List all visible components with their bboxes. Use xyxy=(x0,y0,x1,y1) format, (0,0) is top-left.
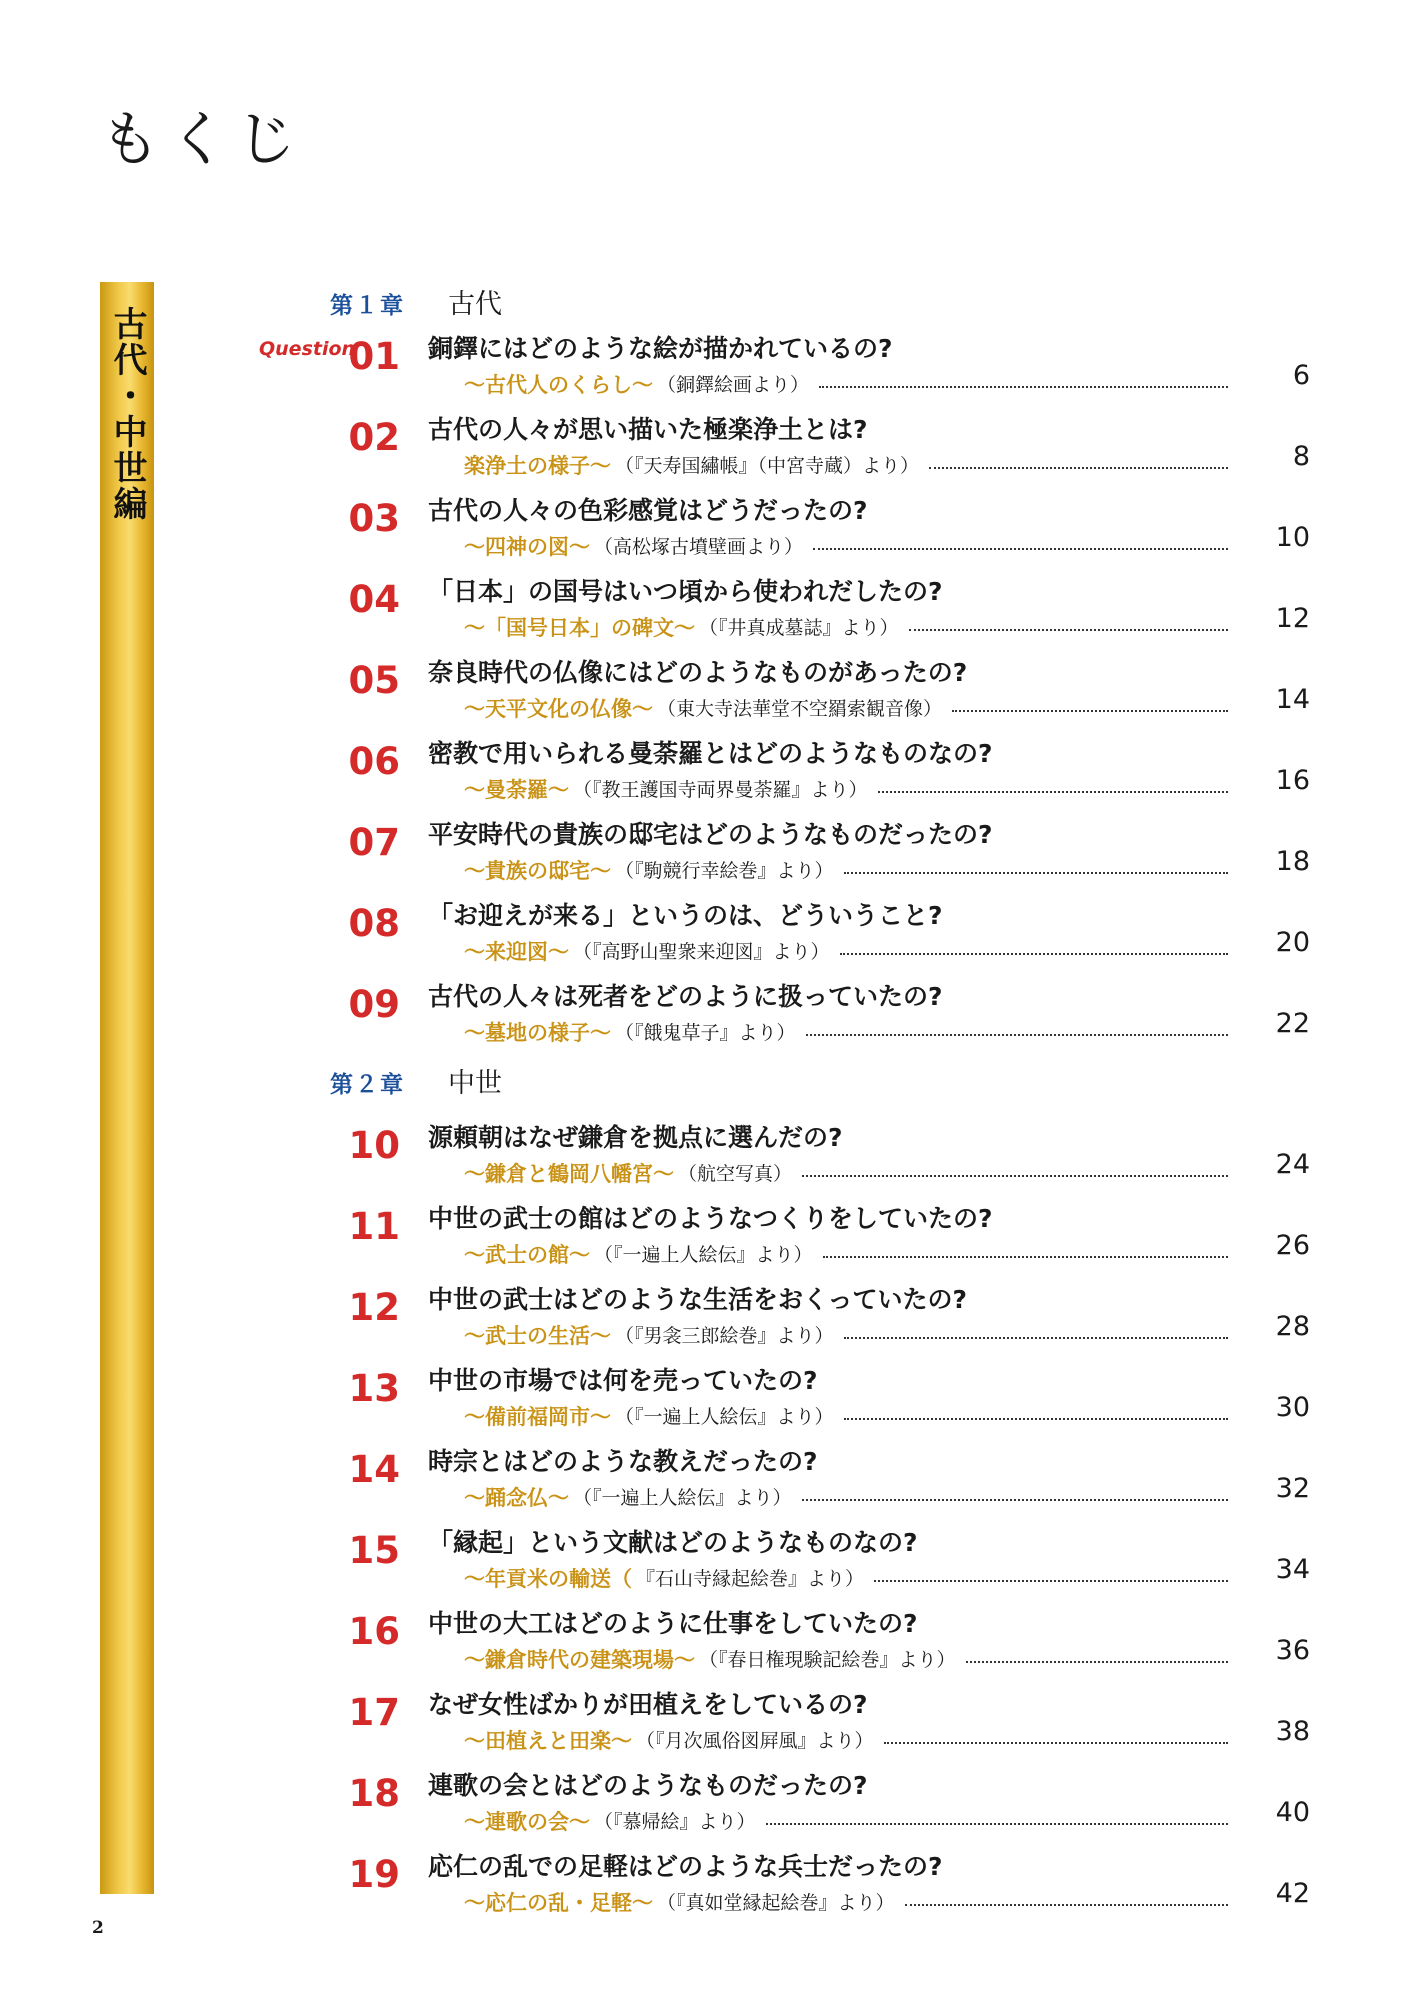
page-number: 2 xyxy=(92,1918,104,1938)
dot-leader xyxy=(766,1823,1228,1825)
entry-title: 「縁起」という文献はどのようなものなの? xyxy=(428,1528,918,1557)
entry-source: （東大寺法華堂不空羂索観音像） xyxy=(657,698,943,720)
toc-entry[interactable] xyxy=(0,1203,1415,1283)
entry-subtitle xyxy=(464,938,1234,966)
entry-topic: 〜貴族の邸宅〜 xyxy=(464,859,611,883)
entry-title: 源頼朝はなぜ鎌倉を拠点に選んだの? xyxy=(428,1123,843,1152)
dot-leader xyxy=(909,629,1228,631)
entry-title: 中世の武士はどのような生活をおくっていたの? xyxy=(428,1285,968,1314)
question-number: 08 xyxy=(348,902,400,945)
entry-source: （『春日権現験記絵巻』より） xyxy=(699,1649,956,1671)
entry-topic: 〜備前福岡市〜 xyxy=(464,1405,611,1429)
dot-leader xyxy=(802,1175,1228,1177)
page-ref: 40 xyxy=(1275,1797,1310,1828)
dot-leader xyxy=(878,791,1228,793)
question-number: 15 xyxy=(348,1529,400,1572)
dot-leader xyxy=(844,1418,1228,1420)
entry-source: （航空写真） xyxy=(678,1163,793,1185)
question-number: 13 xyxy=(348,1367,400,1410)
toc-entry[interactable] xyxy=(0,1851,1415,1931)
question-number: 04 xyxy=(348,578,400,621)
entry-source: （『一遍上人絵伝』より） xyxy=(615,1406,834,1428)
dot-leader xyxy=(874,1580,1228,1582)
page-ref: 18 xyxy=(1275,846,1310,877)
entry-topic: 〜鎌倉と鶴岡八幡宮〜 xyxy=(464,1162,674,1186)
toc-entry[interactable] xyxy=(0,414,1415,494)
entry-source: （『餓鬼草子』より） xyxy=(615,1022,796,1044)
page-ref: 20 xyxy=(1275,927,1310,958)
entry-topic: 〜武士の館〜 xyxy=(464,1243,590,1267)
entry-title: 中世の武士の館はどのようなつくりをしていたの? xyxy=(428,1204,993,1233)
entry-topic: 〜応仁の乱・足軽〜 xyxy=(464,1891,653,1915)
entry-source: 『石山寺縁起絵巻』より） xyxy=(636,1568,865,1590)
question-number: 03 xyxy=(348,497,400,540)
question-number: 07 xyxy=(348,821,400,864)
dot-leader xyxy=(884,1742,1228,1744)
entry-title: 「お迎えが来る」というのは、どういうこと? xyxy=(428,901,943,930)
entry-subtitle xyxy=(464,452,1234,480)
entry-title: 密教で用いられる曼荼羅とはどのようなものなの? xyxy=(428,739,993,768)
toc-entry[interactable] xyxy=(0,981,1415,1061)
entry-subtitle xyxy=(464,1322,1234,1350)
toc-entry[interactable] xyxy=(0,1689,1415,1769)
dot-leader xyxy=(819,386,1228,388)
toc-entry[interactable] xyxy=(0,900,1415,980)
entry-source: （『高野山聖衆来迎図』より） xyxy=(573,941,830,963)
toc-entry[interactable] xyxy=(0,657,1415,737)
page-ref: 32 xyxy=(1275,1473,1310,1504)
entry-subtitle xyxy=(464,776,1234,804)
entry-source: （『一遍上人絵伝』より） xyxy=(594,1244,813,1266)
question-number: 17 xyxy=(348,1691,400,1734)
entry-subtitle xyxy=(464,533,1234,561)
entry-title: 古代の人々は死者をどのように扱っていたの? xyxy=(428,982,943,1011)
toc-entry[interactable] xyxy=(0,1365,1415,1445)
page-ref: 8 xyxy=(1292,441,1310,472)
toc-entry[interactable] xyxy=(0,1446,1415,1526)
toc-entry[interactable] xyxy=(0,1770,1415,1850)
dot-leader xyxy=(905,1904,1228,1906)
question-number: 01 xyxy=(348,335,400,378)
entry-topic: 〜鎌倉時代の建築現場〜 xyxy=(464,1648,695,1672)
page-title: もくじ xyxy=(100,105,304,175)
question-number: 09 xyxy=(348,983,400,1026)
page-ref: 10 xyxy=(1275,522,1310,553)
question-number: 11 xyxy=(348,1205,400,1248)
entry-subtitle xyxy=(464,1646,1234,1674)
entry-title: 銅鐸にはどのような絵が描かれているの? xyxy=(428,334,893,363)
page-ref: 28 xyxy=(1275,1311,1310,1342)
entry-title: 古代の人々の色彩感覚はどうだったの? xyxy=(428,496,868,525)
entry-source: （『慕帰絵』より） xyxy=(594,1811,756,1833)
dot-leader xyxy=(952,710,1228,712)
question-number: 14 xyxy=(348,1448,400,1491)
entry-subtitle xyxy=(464,1808,1234,1836)
entry-subtitle xyxy=(464,371,1234,399)
entry-subtitle xyxy=(464,1889,1234,1917)
page-ref: 12 xyxy=(1275,603,1310,634)
dot-leader xyxy=(844,872,1228,874)
chapter-name: 古代 xyxy=(448,289,502,320)
entry-topic: 〜天平文化の仏像〜 xyxy=(464,697,653,721)
page-ref: 22 xyxy=(1275,1008,1310,1039)
toc-entry[interactable] xyxy=(0,1608,1415,1688)
entry-title: 応仁の乱での足軽はどのような兵士だったの? xyxy=(428,1852,943,1881)
page-ref: 16 xyxy=(1275,765,1310,796)
question-number: 05 xyxy=(348,659,400,702)
dot-leader xyxy=(813,548,1228,550)
page-ref: 14 xyxy=(1275,684,1310,715)
entry-topic: 〜墓地の様子〜 xyxy=(464,1021,611,1045)
dot-leader xyxy=(802,1499,1228,1501)
page-ref: 24 xyxy=(1275,1149,1310,1180)
entry-title: なぜ女性ばかりが田植えをしているの? xyxy=(428,1690,868,1719)
entry-topic: 〜古代人のくらし〜 xyxy=(464,373,653,397)
entry-source: （『月次風俗図屛風』より） xyxy=(636,1730,874,1752)
page-ref: 26 xyxy=(1275,1230,1310,1261)
toc-entry[interactable] xyxy=(0,1284,1415,1364)
entry-subtitle xyxy=(464,1019,1234,1047)
question-number: 02 xyxy=(348,416,400,459)
entry-subtitle xyxy=(464,614,1234,642)
entry-topic: 〜田植えと田楽〜 xyxy=(464,1729,632,1753)
toc-entry[interactable] xyxy=(0,333,1415,413)
chapter-label: 第２章 xyxy=(330,1072,405,1098)
entry-topic: 〜「国号日本」の碑文〜 xyxy=(464,616,695,640)
dot-leader xyxy=(844,1337,1228,1339)
toc-entry[interactable] xyxy=(0,738,1415,818)
page-ref: 6 xyxy=(1292,360,1310,391)
toc-entry[interactable] xyxy=(0,819,1415,899)
section-tab-label: 古代・中世編 xyxy=(107,306,147,522)
entry-topic: 〜武士の生活〜 xyxy=(464,1324,611,1348)
chapter-label: 第１章 xyxy=(330,293,405,319)
question-number: 16 xyxy=(348,1610,400,1653)
entry-source: （『一遍上人絵伝』より） xyxy=(573,1487,792,1509)
entry-source: （『真如堂縁起絵巻』より） xyxy=(657,1892,895,1914)
entry-subtitle xyxy=(464,1727,1234,1755)
entry-title: 中世の大工はどのように仕事をしていたの? xyxy=(428,1609,918,1638)
entry-subtitle xyxy=(464,1160,1234,1188)
entry-topic: 〜年貢米の輸送（ xyxy=(464,1567,632,1591)
entry-title: 連歌の会とはどのようなものだったの? xyxy=(428,1771,868,1800)
entry-subtitle xyxy=(464,1241,1234,1269)
toc-entry[interactable] xyxy=(0,1122,1415,1202)
entry-source: （高松塚古墳壁画より） xyxy=(594,536,804,558)
entry-subtitle xyxy=(464,857,1234,885)
chapter-name: 中世 xyxy=(448,1068,502,1099)
entry-topic: 楽浄土の様子〜 xyxy=(464,454,611,478)
toc-entry[interactable] xyxy=(0,576,1415,656)
entry-title: 「日本」の国号はいつ頃から使われだしたの? xyxy=(428,577,943,606)
entry-source: （『男衾三郎絵巻』より） xyxy=(615,1325,834,1347)
entry-subtitle xyxy=(464,1403,1234,1431)
entry-source: （『駒競行幸絵巻』より） xyxy=(615,860,834,882)
question-number: 10 xyxy=(348,1124,400,1167)
entry-topic: 〜連歌の会〜 xyxy=(464,1810,590,1834)
page-ref: 42 xyxy=(1275,1878,1310,1909)
question-number: 12 xyxy=(348,1286,400,1329)
entry-topic: 〜曼荼羅〜 xyxy=(464,778,569,802)
question-label: Question xyxy=(259,338,356,360)
page-ref: 38 xyxy=(1275,1716,1310,1747)
entry-title: 時宗とはどのような教えだったの? xyxy=(428,1447,818,1476)
chapter-heading-1 xyxy=(330,282,502,320)
dot-leader xyxy=(840,953,1228,955)
page-ref: 36 xyxy=(1275,1635,1310,1666)
question-number: 19 xyxy=(348,1853,400,1896)
entry-subtitle xyxy=(464,695,1234,723)
entry-source: （銅鐸絵画より） xyxy=(657,374,810,396)
entry-topic: 〜四神の図〜 xyxy=(464,535,590,559)
entry-source: （『教王護国寺両界曼荼羅』より） xyxy=(573,779,868,801)
entry-title: 古代の人々が思い描いた極楽浄土とは? xyxy=(428,415,868,444)
dot-leader xyxy=(966,1661,1228,1663)
dot-leader xyxy=(929,467,1228,469)
entry-subtitle xyxy=(464,1484,1234,1512)
entry-subtitle xyxy=(464,1565,1234,1593)
dot-leader xyxy=(823,1256,1228,1258)
entry-topic: 〜踊念仏〜 xyxy=(464,1486,569,1510)
dot-leader xyxy=(806,1034,1228,1036)
entry-title: 中世の市場では何を売っていたの? xyxy=(428,1366,818,1395)
toc-entry[interactable] xyxy=(0,495,1415,575)
page-ref: 30 xyxy=(1275,1392,1310,1423)
toc-entry[interactable] xyxy=(0,1527,1415,1607)
entry-source: （『天寿国繡帳』（中宮寺蔵）より） xyxy=(615,455,920,477)
entry-title: 奈良時代の仏像にはどのようなものがあったの? xyxy=(428,658,968,687)
question-number: 06 xyxy=(348,740,400,783)
chapter-heading-2 xyxy=(330,1061,502,1099)
page-ref: 34 xyxy=(1275,1554,1310,1585)
entry-topic: 〜来迎図〜 xyxy=(464,940,569,964)
entry-source: （『井真成墓誌』より） xyxy=(699,617,899,639)
question-number: 18 xyxy=(348,1772,400,1815)
entry-title: 平安時代の貴族の邸宅はどのようなものだったの? xyxy=(428,820,993,849)
